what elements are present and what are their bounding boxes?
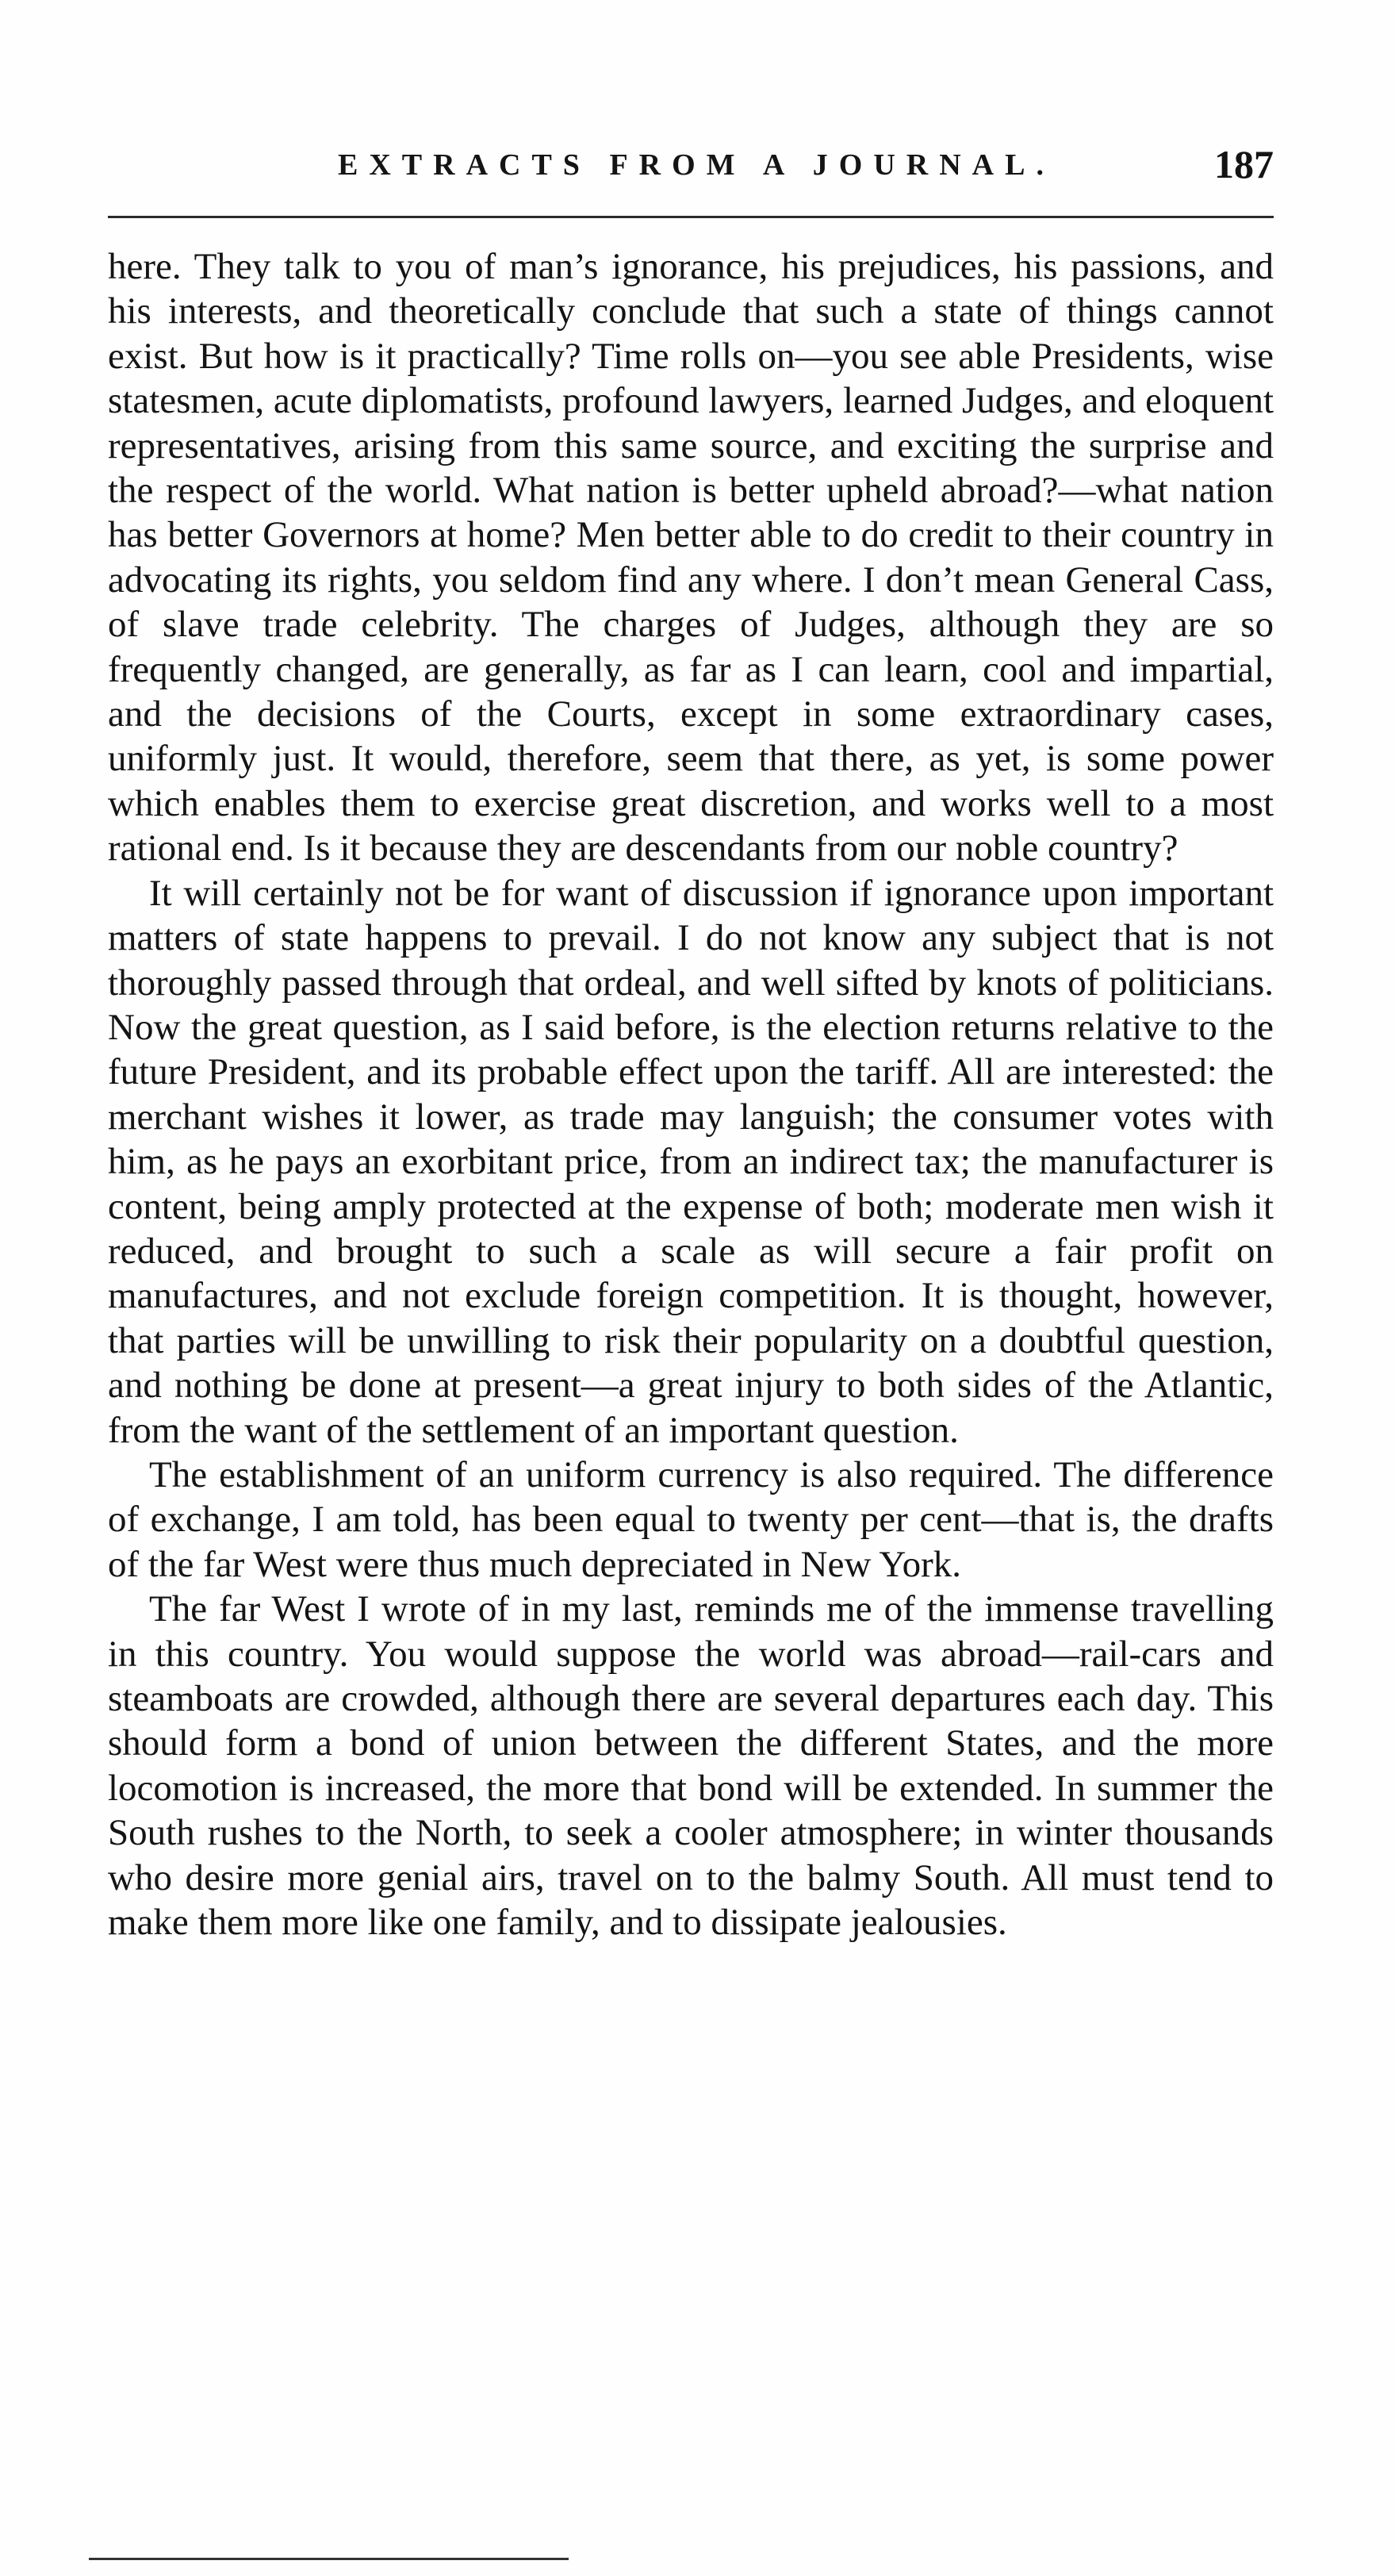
body-text xyxy=(108,244,1274,1944)
paragraph-continued: here. They talk to you of man’s ignorance, his prejudices, his passions, and his interests, and theoretically conclude that such a state of things cannot exist. But how is it practically? Time rolls on—you see able Presidents, wise statesmen, acute diplomatists, profound lawyers, learned Judges, and eloquent representatives, arising from this same source, and exciting the surprise and the respect of the world. What nation is better upheld abroad?—what nation has better Governors at home? Men better able to do credit to their country in advocating its rights, you seldom find any where. I don’t mean General Cass, of slave trade celebrity. The charges of Judges, although they are so frequently changed, are generally, as far as I can learn, cool and impartial, and the decisions of the Courts, except in some extraordinary cases, uniformly just. It would, therefore, seem that there, as yet, is some power which enables them to exercise great discretion, and works well to a most rational end. Is it because they are descendants from our noble country? xyxy=(108,246,1274,870)
page-number: 187 xyxy=(1214,142,1274,186)
paragraph-currency: The establishment of an uniform currency is also required. The difference of exchange, I am told, has been equal to twenty per cent—that is, the drafts of the far West were thus much depreciated in New York. xyxy=(108,1453,1274,1585)
running-title: EXTRACTS FROM A JOURNAL. xyxy=(338,148,1055,182)
header-rule xyxy=(108,216,1274,218)
footer-rule xyxy=(89,2558,569,2560)
running-head xyxy=(108,141,1274,197)
paragraph-travelling: The far West I wrote of in my last, reminds me of the immense travelling in this country. You would suppose the world was abroad—rail-cars and steamboats are crowded, although there are several departures each day. This should form a bond of union between the different States, and the more locomotion is increased, the more that bond will be extended. In summer the South rushes to the North, to seek a cooler atmosphere; in winter thousands who desire more genial airs, travel on to the balmy South. All must tend to make them more like one family, and to dissipate jealousies. xyxy=(108,1588,1274,1944)
paragraph-discussion: It will certainly not be for want of discussion if ignorance upon important matters of state happens to prevail. I do not know any subject that is not thoroughly passed through that ordeal, and well sifted by knots of politicians. Now the great question, as I said before, is the election returns relative to the future President, and its probable effect upon the tariff. All are interested: the merchant wishes it lower, as trade may languish; the consumer votes with him, as he pays an exorbitant price, from an indirect tax; the manufacturer is content, being amply protected at the expense of both; moderate men wish it reduced, and brought to such a scale as will secure a fair profit on manufactures, and not exclude foreign competition. It is thought, however, that parties will be unwilling to risk their popularity on a doubtful question, and nothing be done at present—a great injury to both sides of the Atlantic, from the want of the settlement of an important question. xyxy=(108,872,1274,1451)
